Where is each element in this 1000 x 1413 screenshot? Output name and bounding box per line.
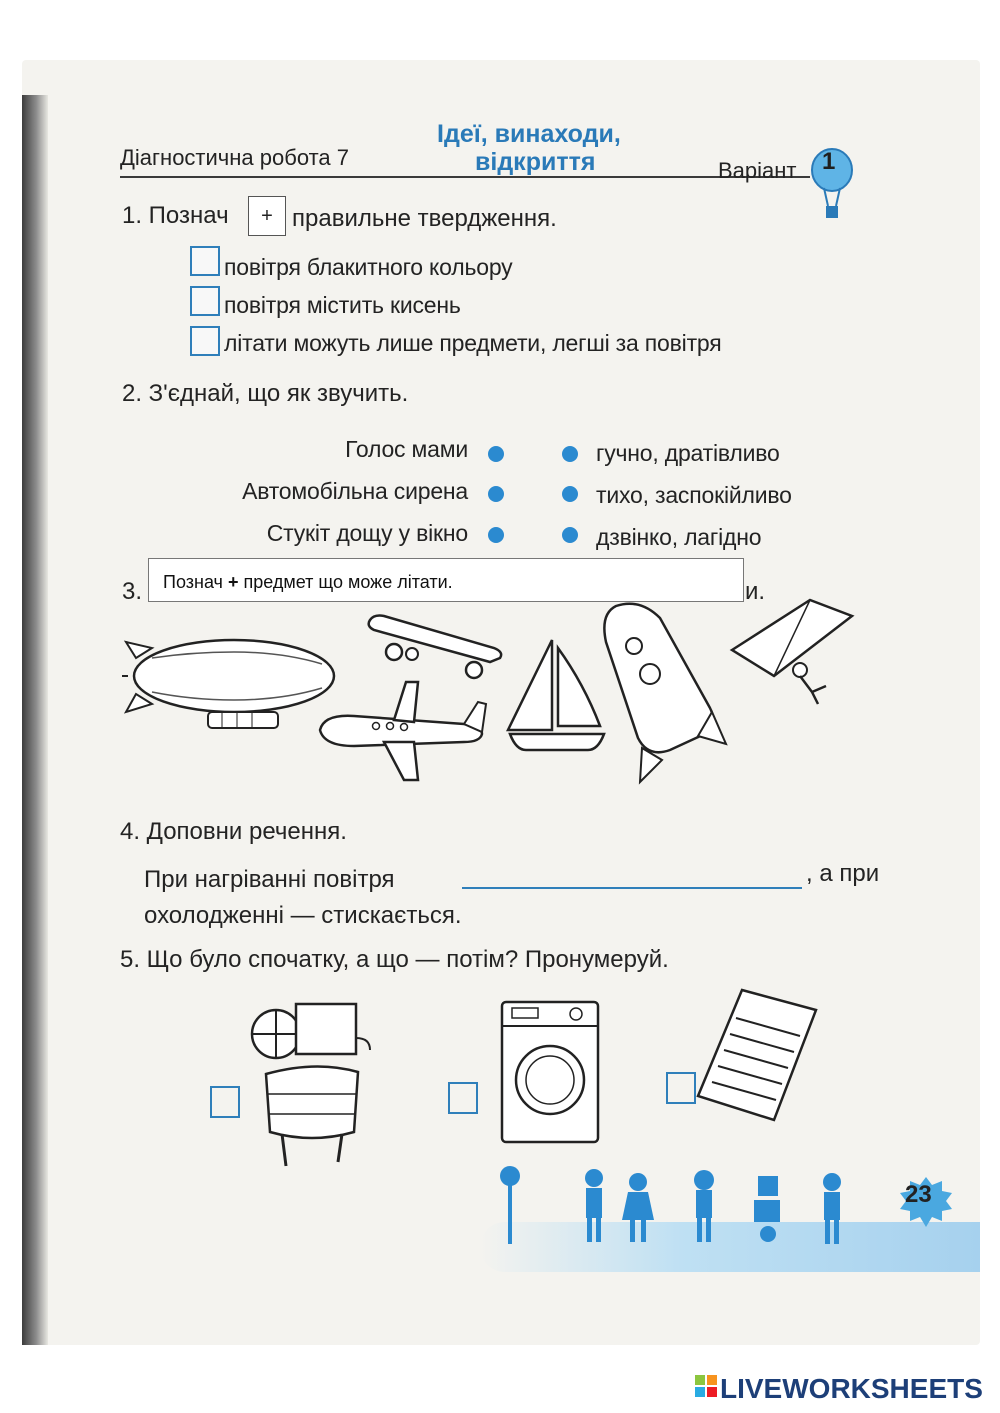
q2-right-dot[interactable]	[562, 446, 578, 462]
liveworksheets-logo-text: LIVEWORKSHEETS	[720, 1373, 983, 1404]
q3-instruction-overlay	[148, 558, 744, 602]
children-illustration	[478, 1154, 878, 1250]
washboard-picture	[692, 984, 822, 1124]
q2-left-dot[interactable]	[488, 527, 504, 543]
q2-left-dot[interactable]	[488, 486, 504, 502]
q1-option3-label: літати можуть лише предмети, легші за повітря	[224, 330, 722, 356]
skateboard-picture[interactable]	[364, 610, 514, 680]
page-binding-shadow	[22, 95, 48, 1345]
variant-label: Варіант	[718, 158, 797, 183]
q3-instruction-text	[163, 572, 453, 593]
topic-title-line2: відкриття	[475, 148, 596, 176]
q4-sentence-end: охолодженні — стискається.	[144, 902, 462, 929]
modern-washing-machine-picture	[496, 996, 606, 1148]
q2-right-item: тихо, заспокійливо	[596, 482, 792, 508]
sailboat-picture[interactable]	[504, 634, 610, 754]
header-divider	[120, 176, 810, 178]
airship-picture[interactable]	[122, 628, 342, 738]
q1-plus-input[interactable]: +	[248, 196, 286, 236]
q5-prompt: 5. Що було спочатку, а що — потім? Пронумеруй.	[120, 946, 669, 973]
variant-number: 1	[822, 148, 836, 175]
q5-order-box-1[interactable]	[210, 1086, 240, 1118]
q1-option1-label: повітря блакитного кольору	[224, 254, 513, 280]
q2-right-item: гучно, дратівливо	[596, 440, 780, 466]
q2-prompt: 2. З'єднай, що як звучить.	[122, 380, 409, 407]
q3-instruction-suffix: предмет що може літати.	[238, 572, 453, 592]
q4-answer-blank[interactable]	[462, 887, 802, 889]
work-title: Діагностична робота 7	[120, 145, 349, 170]
q2-right-dot[interactable]	[562, 486, 578, 502]
page-number: 23	[905, 1181, 932, 1208]
q2-left-item: Голос мами	[345, 436, 468, 462]
q5-order-box-2[interactable]	[448, 1082, 478, 1114]
q2-right-dot[interactable]	[562, 527, 578, 543]
q4-sentence-start: При нагріванні повітря	[144, 866, 395, 893]
rocket-picture[interactable]	[600, 598, 730, 788]
q2-left-item: Стукіт дощу у вікно	[266, 520, 468, 546]
q4-sentence-middle: , а при	[806, 860, 880, 887]
q4-prompt: 4. Доповни речення.	[120, 818, 347, 845]
q1-option1-checkbox[interactable]	[190, 246, 220, 276]
q1-prompt-start: 1. Познач	[122, 202, 229, 229]
hang-glider-picture[interactable]	[726, 596, 858, 706]
q2-left-item: Автомобільна сирена	[242, 478, 468, 504]
q1-option2-checkbox[interactable]	[190, 286, 220, 316]
q1-prompt-end: правильне твердження.	[292, 205, 557, 232]
old-washing-machine-picture	[246, 994, 376, 1170]
topic-title-line1: Ідеї, винаходи,	[437, 120, 621, 148]
liveworksheets-logo-icon	[695, 1375, 717, 1397]
q3-number: 3.	[122, 578, 143, 605]
q3-instruction-plus: +	[227, 572, 239, 592]
q2-right-item: дзвінко, лагідно	[596, 524, 762, 550]
q1-option3-checkbox[interactable]	[190, 326, 220, 356]
q3-instruction-prefix: Познач	[163, 572, 228, 592]
q1-option2-label: повітря містить кисень	[224, 292, 461, 318]
airplane-picture[interactable]	[314, 676, 490, 786]
q3-hidden-tail: и.	[745, 578, 766, 605]
q2-left-dot[interactable]	[488, 446, 504, 462]
